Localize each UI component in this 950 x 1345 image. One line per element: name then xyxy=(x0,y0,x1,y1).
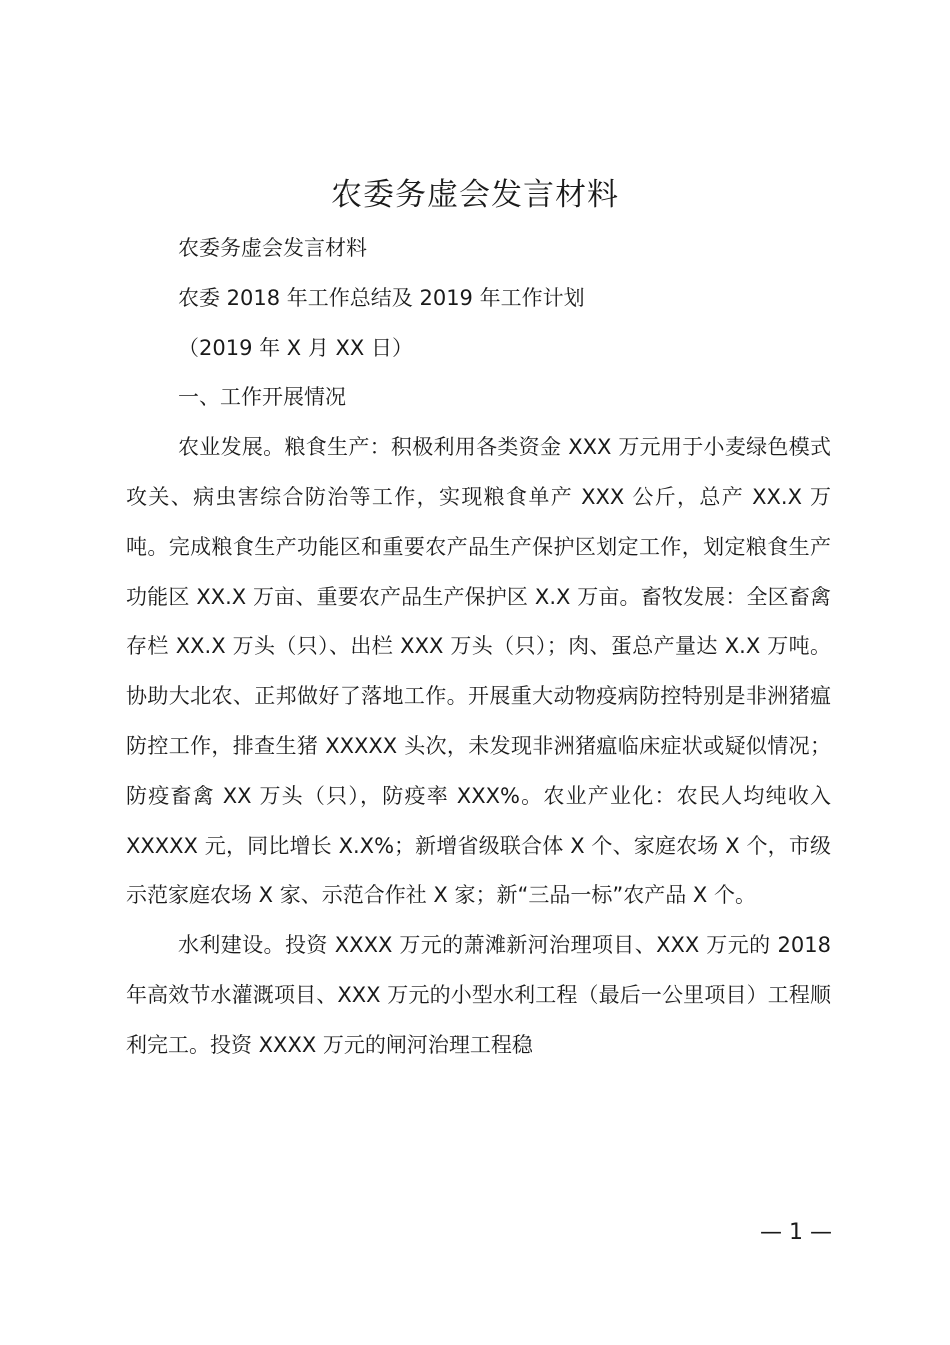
paragraph-heading-repeat: 农委务虚会发言材料 xyxy=(178,236,367,260)
paragraph-date: （2019 年 X 月 XX 日） xyxy=(178,335,413,360)
document-title: 农委务虚会发言材料 xyxy=(331,177,619,213)
paragraph-agriculture-development: 农业发展。粮食生产：积极利用各类资金 XXX 万元用于小麦绿色模式攻关、病虫害综合防治等工作，实现粮食单产 XXX 公斤，总产 XX.X 万吨。完成粮食生产功能区和重要农产品生产保护区划定工作，划定粮食生产功能区 XX.X 万亩、重要农产品生产保护区 X.X 万亩。畜牧发展：全区畜禽存栏 XX.X 万头（只）、出栏 XXX 万头（只）；肉、蛋总产量达 X.X 万吨。协助大北农、正邦做好了落地工作。开展重大动物疫病防控特别是非洲猪瘟防控工作，排查生猪 XXXXX 头次，未发现非洲猪瘟临床症状或疑似情况；防疫畜禽 XX 万头（只），防疫率 XXX%。农业产业化：农民人均纯收入 XXXXX 元，同比增长 X.X%；新增省级联合体 X 个、家庭农场 X 个，市级示范家庭农场 X 家、示范合作社 X 家；新“三品一标”农产品 X 个。 xyxy=(126,435,831,908)
paragraph-water-conservancy: 水利建设。投资 XXXX 万元的萧滩新河治理项目、XXX 万元的 2018 年高效节水灌溉项目、XXX 万元的小型水利工程（最后一公里项目）工程顺利完工。投资 XXXX 万元的闸河治理工程稳 xyxy=(126,933,831,1057)
section-heading-work-progress: 一、工作开展情况 xyxy=(178,385,346,410)
paragraph-subtitle: 农委 2018 年工作总结及 2019 年工作计划 xyxy=(178,285,585,310)
document-body xyxy=(126,224,831,1071)
page-number: — 1 — xyxy=(760,1220,832,1245)
